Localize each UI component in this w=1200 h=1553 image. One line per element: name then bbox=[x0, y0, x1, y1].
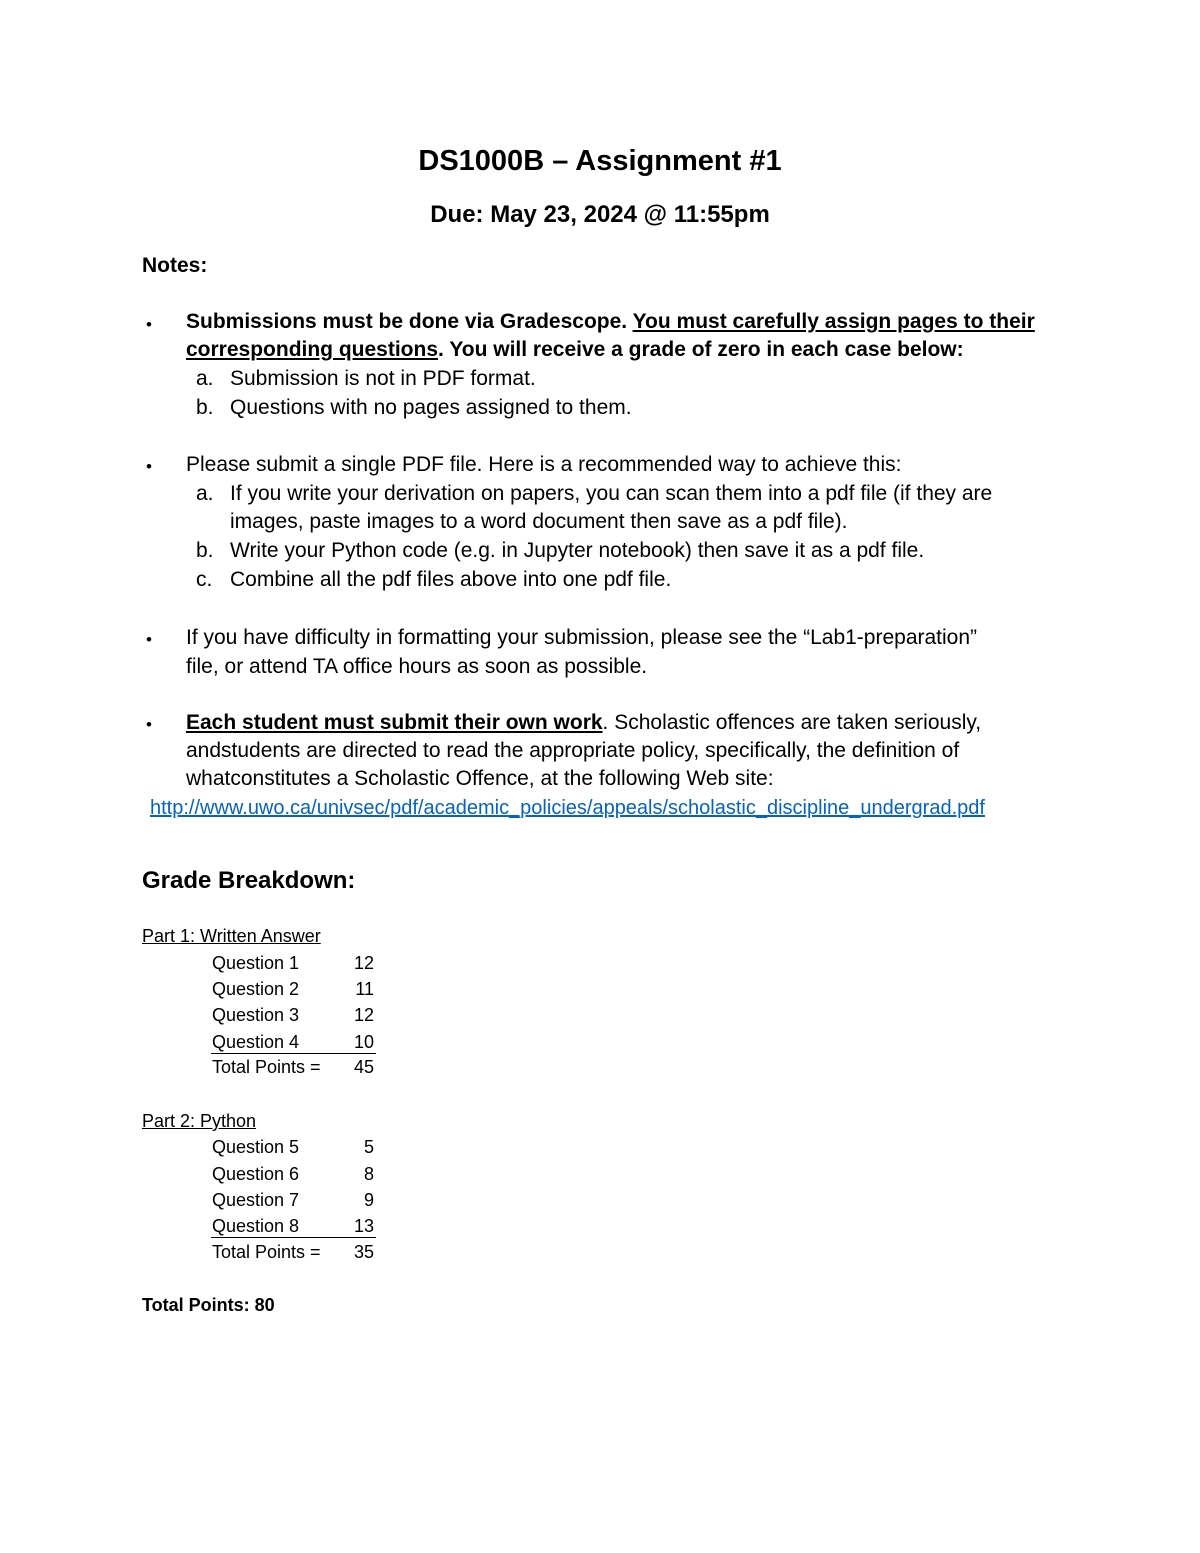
part-2-question-points: 13 bbox=[353, 1216, 374, 1236]
bullet-1-marker: • bbox=[146, 315, 152, 334]
bullet-3-marker: • bbox=[146, 630, 152, 649]
due-date: Due: May 23, 2024 @ 11:55pm bbox=[430, 201, 770, 228]
bullet-2-item-a-cont: images, paste images to a word document then save as a pdf file). bbox=[230, 510, 848, 533]
bullet-1-text-b: You must carefully assign pages to their bbox=[632, 310, 1035, 333]
part-1-total: 45 bbox=[353, 1057, 374, 1077]
part-1-question-points: 12 bbox=[353, 953, 374, 973]
bullet-4-text-a: Each student must submit their own work bbox=[186, 711, 603, 734]
bullet-1-text-a: Submissions must be done via Gradescope. bbox=[186, 310, 633, 333]
notes-label: Notes: bbox=[142, 254, 208, 277]
bullet-2-item-a-text: If you write your derivation on papers, you can scan them into a pdf file (if they are bbox=[230, 482, 993, 505]
part-1-subtotal-rule bbox=[211, 1053, 376, 1054]
bullet-1-item-b-marker: b. bbox=[196, 396, 214, 419]
part-1-question-points: 11 bbox=[355, 979, 374, 999]
bullet-1-text-d: . You will receive a grade of zero in each case below: bbox=[438, 338, 964, 361]
part-1-question-label: Question 4 bbox=[212, 1032, 300, 1052]
part-2-question-label: Question 7 bbox=[212, 1190, 300, 1210]
bullet-4-line-2: andstudents are directed to read the appropriate policy, specifically, the definition of bbox=[186, 739, 960, 762]
bullet-4-marker: • bbox=[146, 715, 152, 734]
part-1-question-label: Question 1 bbox=[212, 953, 300, 973]
part-2-question-label: Question 5 bbox=[212, 1137, 300, 1157]
part-2-question-label: Question 8 bbox=[212, 1216, 300, 1236]
part-2-total: 35 bbox=[353, 1242, 374, 1262]
bullet-1-line-2 bbox=[186, 338, 964, 362]
policy-link[interactable]: http://www.uwo.ca/univsec/pdf/academic_policies/appeals/scholastic_discipline_undergrad.pdf bbox=[150, 797, 985, 819]
bullet-2-item-b-text: Write your Python code (e.g. in Jupyter notebook) then save it as a pdf file. bbox=[230, 539, 925, 562]
bullet-4-line-3: whatconstitutes a Scholastic Offence, at the following Web site: bbox=[186, 767, 774, 790]
bullet-2-item-c-marker: c. bbox=[196, 568, 213, 591]
grand-total: Total Points: 80 bbox=[142, 1295, 275, 1315]
bullet-1-text-c: corresponding questions bbox=[186, 338, 439, 361]
bullet-1-item-a-marker: a. bbox=[196, 367, 214, 390]
bullet-2-item-b-marker: b. bbox=[196, 539, 214, 562]
bullet-2-line-1: Please submit a single PDF file. Here is a recommended way to achieve this: bbox=[186, 453, 902, 476]
part-1-question-points: 12 bbox=[353, 1005, 374, 1025]
part-1-question-points: 10 bbox=[353, 1032, 374, 1052]
bullet-4-text-b: . Scholastic offences are taken seriously, bbox=[602, 711, 982, 734]
part-1-label: Part 1: Written Answer bbox=[142, 926, 321, 946]
part-2-subtotal-rule bbox=[211, 1237, 376, 1238]
bullet-3-line-2: file, or attend TA office hours as soon as possible. bbox=[186, 655, 648, 678]
part-2-question-points: 5 bbox=[363, 1137, 374, 1157]
bullet-1-line-1 bbox=[186, 310, 1035, 334]
part-2-question-label: Question 6 bbox=[212, 1164, 300, 1184]
part-2-total-label: Total Points = bbox=[212, 1242, 321, 1262]
bullet-2-item-a-marker: a. bbox=[196, 482, 214, 505]
document-title: DS1000B – Assignment #1 bbox=[418, 145, 782, 177]
bullet-4-line-1 bbox=[186, 711, 981, 735]
part-1-question-label: Question 3 bbox=[212, 1005, 300, 1025]
bullet-1-item-b-text: Questions with no pages assigned to them. bbox=[230, 396, 632, 419]
bullet-2-item-c-text: Combine all the pdf files above into one pdf file. bbox=[230, 568, 672, 591]
part-1-question-label: Question 2 bbox=[212, 979, 300, 999]
bullet-2-marker: • bbox=[146, 457, 152, 476]
part-2-question-points: 8 bbox=[363, 1164, 374, 1184]
part-2-question-points: 9 bbox=[363, 1190, 374, 1210]
bullet-1-item-a-text: Submission is not in PDF format. bbox=[230, 367, 536, 390]
part-1-total-label: Total Points = bbox=[212, 1057, 321, 1077]
bullet-3-line-1: If you have difficulty in formatting your submission, please see the “Lab1-preparation” bbox=[186, 626, 978, 649]
part-2-label: Part 2: Python bbox=[142, 1111, 257, 1131]
grade-breakdown-heading: Grade Breakdown: bbox=[142, 867, 356, 894]
